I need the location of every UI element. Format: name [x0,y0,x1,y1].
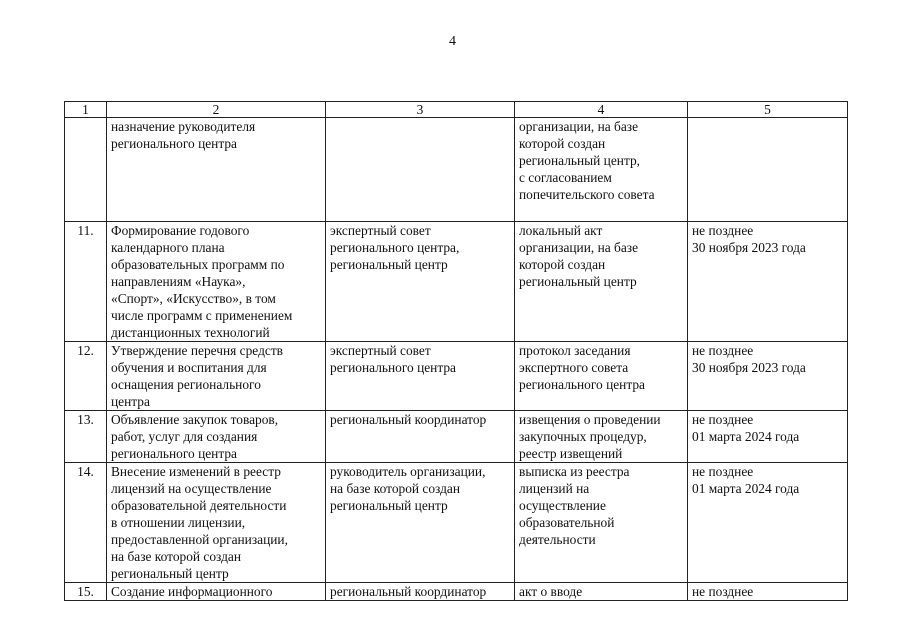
document-cell: извещения о проведении закупочных процедур, реестр извещений [515,411,688,463]
page-number: 4 [449,34,456,49]
table-row [65,118,848,222]
row-number: 11. [65,222,107,342]
responsible-cell: региональный координатор [326,411,515,463]
event-cell: Внесение изменений в реестр лицензий на осуществление образовательной деятельности в отношении лицензии, предоставленной организации, на базе которой создан региональный центр [107,463,326,583]
responsible-cell: экспертный совет регионального центра, региональный центр [326,222,515,342]
table-row [65,411,848,463]
deadline-cell: не позднее 01 марта 2024 года [688,463,848,583]
row-number: 12. [65,342,107,411]
header-col-4: 4 [515,102,688,118]
responsible-cell: региональный координатор [326,583,515,601]
deadline-cell [688,118,848,222]
header-col-3: 3 [326,102,515,118]
table-row [65,222,848,342]
responsible-cell: руководитель организации, на базе которой создан региональный центр [326,463,515,583]
row-number: 14. [65,463,107,583]
table-row [65,342,848,411]
table-row [65,583,848,601]
document-cell: локальный акт организации, на базе которой создан региональный центр [515,222,688,342]
document-cell: протокол заседания экспертного совета регионального центра [515,342,688,411]
document-cell: акт о вводе [515,583,688,601]
header-col-1: 1 [65,102,107,118]
event-cell: Создание информационного [107,583,326,601]
responsible-cell [326,118,515,222]
event-cell: Объявление закупок товаров, работ, услуг для создания регионального центра [107,411,326,463]
event-cell: Формирование годового календарного плана образовательных программ по направлениям «Наука», «Спорт», «Искусство», в том числе программ с применением дистанционных технологий [107,222,326,342]
deadline-cell: не позднее 30 ноября 2023 года [688,342,848,411]
event-cell: назначение руководителя регионального центра [107,118,326,222]
deadline-cell: не позднее 30 ноября 2023 года [688,222,848,342]
row-number: 15. [65,583,107,601]
row-number: 13. [65,411,107,463]
row-number [65,118,107,222]
table-row [65,463,848,583]
header-col-5: 5 [688,102,848,118]
responsible-cell: экспертный совет регионального центра [326,342,515,411]
table-header-row [65,102,848,118]
event-cell: Утверждение перечня средств обучения и воспитания для оснащения регионального центра [107,342,326,411]
header-col-2: 2 [107,102,326,118]
plan-table [64,101,848,601]
deadline-cell: не позднее [688,583,848,601]
document-cell: выписка из реестра лицензий на осуществление образовательной деятельности [515,463,688,583]
document-cell: организации, на базе которой создан региональный центр, с согласованием попечительского совета [515,118,688,222]
deadline-cell: не позднее 01 марта 2024 года [688,411,848,463]
